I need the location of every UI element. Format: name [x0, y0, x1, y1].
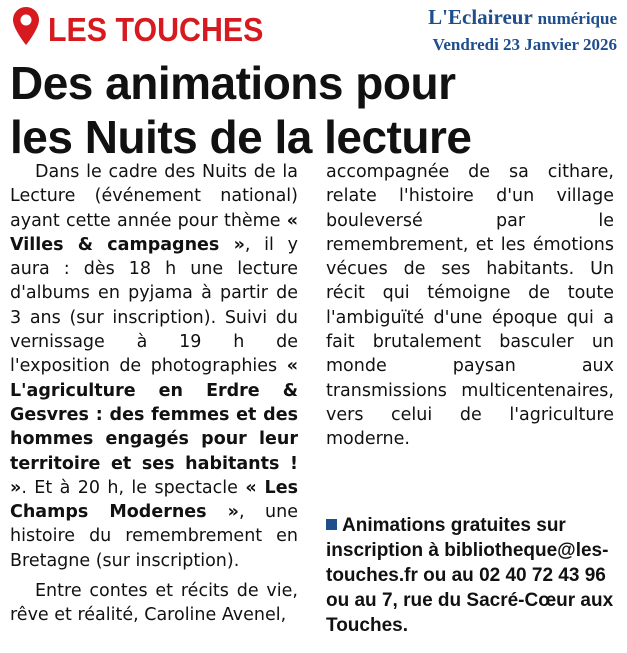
square-bullet-icon [326, 519, 337, 530]
paragraph-2-continued: accompagnée de sa cithare, relate l'histoire d'un village bouleversé par le remembrement, et les émotions vécues de ses habitants. Un récit qui témoigne de toute l'ambiguïté d'une époque qui a fait brutalement basculer un monde paysan aux transmissions multicentenaires, vers celui de l'agriculture moderne. [326, 162, 614, 450]
headline-line-1: Des animations pour [10, 57, 456, 109]
headline [10, 56, 620, 164]
masthead [428, 6, 617, 56]
paragraph-1-b: , il y aura : dès 18 h une lecture d'albums en pyjama à partir de 3 ans (sur inscription). Suivi du vernissage à 19 h de l'exposition de photographies [10, 234, 298, 377]
brand-name [428, 6, 617, 30]
header [0, 0, 627, 58]
paragraph-2-text: Entre contes et récits de vie, rêve et réalité, Caroline Avenel, [10, 581, 298, 626]
brand-sub: numérique [537, 9, 617, 28]
paragraph-1 [10, 160, 298, 573]
paragraph-2 [10, 579, 298, 628]
headline-line-2: les Nuits de la lecture [10, 111, 472, 163]
theme-title: « Villes & campagnes » [10, 210, 298, 255]
paragraph-1-c: . Et à 20 h, le spectacle [21, 477, 246, 498]
publication-date: Vendredi 23 Janvier 2026 [432, 35, 617, 54]
show-title: « Les Champs Modernes » [10, 477, 298, 523]
brand-main: L'Eclaireur [428, 5, 533, 29]
exhibition-title: « L'agriculture en Erdre & Gesvres : des femmes et des hommes engagés pour leur territoire et ses habitants ! » [10, 356, 298, 498]
paragraph-1-d: , une histoire du remembrement en Bretagne (sur inscription). [10, 502, 298, 571]
location-label: LES TOUCHES [48, 11, 264, 48]
info-box [326, 513, 621, 638]
location-pin-icon [12, 6, 40, 46]
info-text: Animations gratuites sur inscription à bibliotheque@les-touches.fr ou au 02 40 72 43 96 ou au 7, rue du Sacré-Cœur aux Touches. [326, 515, 614, 636]
article-column-right [326, 160, 614, 452]
article-column-left [10, 160, 298, 628]
paragraph-1-a: Dans le cadre des Nuits de la Lecture (événement national) ayant cette année pour thème [10, 162, 298, 231]
